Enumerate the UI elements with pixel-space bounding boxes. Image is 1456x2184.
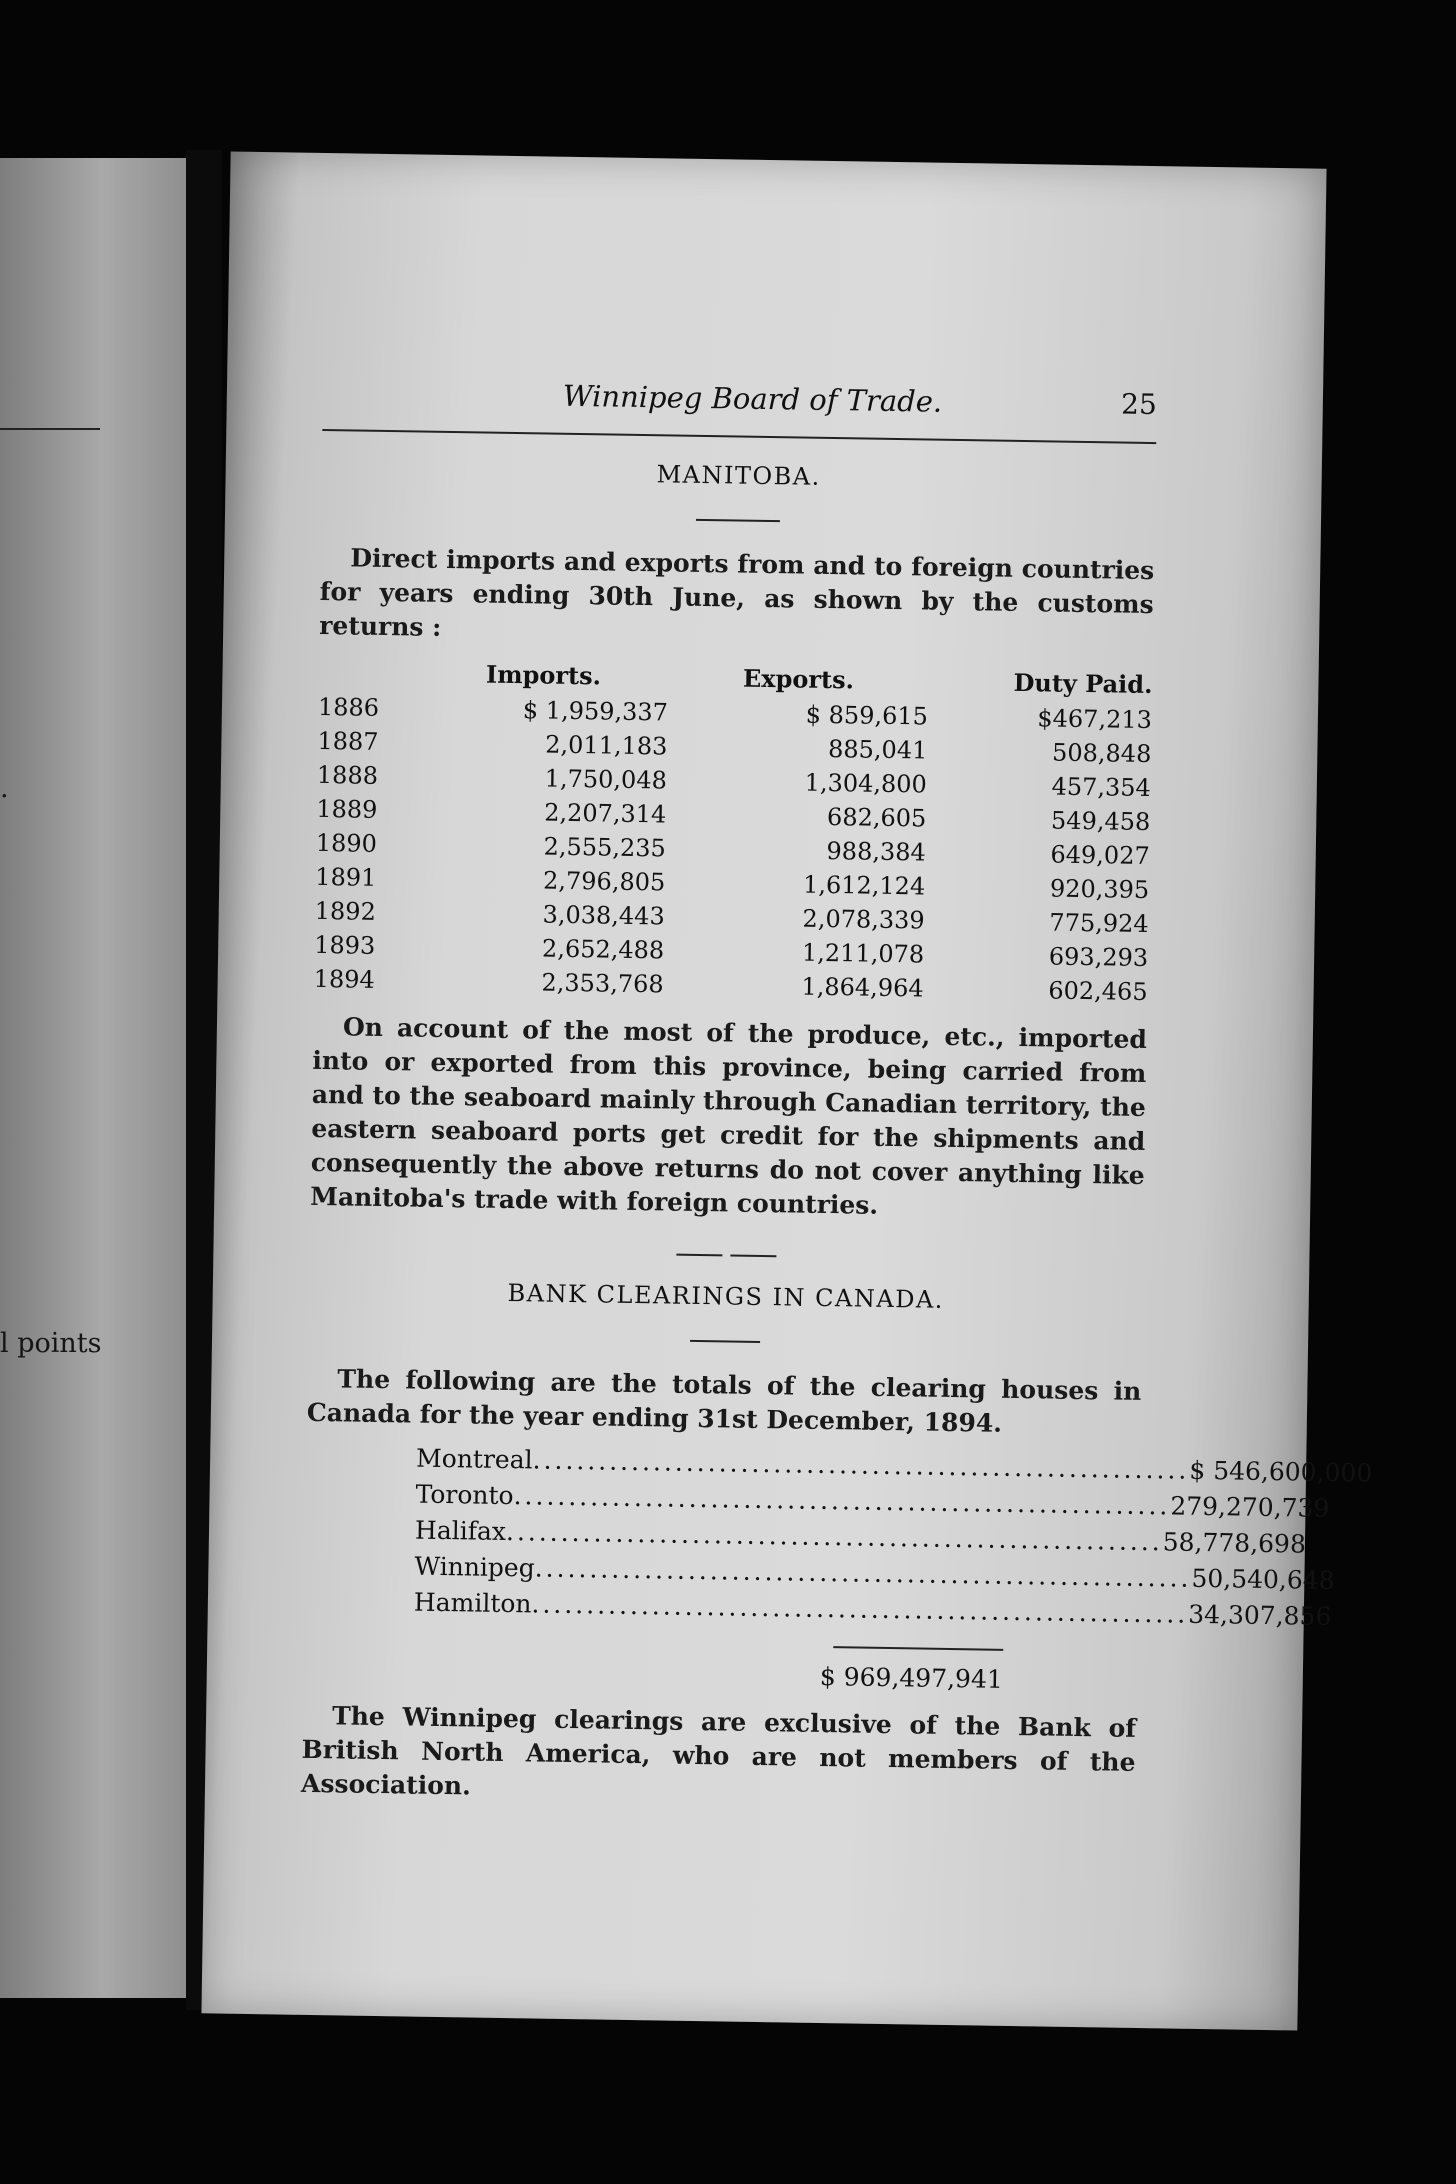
exports-cell: 682,605 (826, 802, 927, 833)
clearing-city: Hamilton (413, 1587, 532, 1619)
year-column-header (318, 651, 419, 692)
section-divider (690, 1340, 760, 1343)
exports-cell: 1,211,078 (801, 938, 925, 969)
manitoba-note: On account of the most of the produce, etc., imported into or exported from this province, being carried from and to the seaboard mainly through Canadian territory, the eastern seaboard ports get credit for the shipments and consequently the above returns do not cover anything like Manitoba's trade with foreign countries. (310, 1012, 1148, 1220)
leader-dots: ............................................................ (505, 1517, 1163, 1557)
imports-cell: 2,796,805 (542, 866, 666, 897)
imports-cell: 2,011,183 (545, 730, 668, 761)
year-cell: 1894 (313, 964, 375, 994)
imports-cell: 2,353,768 (541, 968, 664, 999)
duty-cell: 775,924 (1049, 908, 1149, 939)
duty-cell: 457,354 (1051, 772, 1152, 803)
imports-column-header: Imports. (485, 659, 602, 691)
clearing-amount: 34,307,856 (1188, 1599, 1332, 1631)
clearings-total: $ 969,497,941 (819, 1661, 1004, 1694)
imports-cell: 2,652,488 (541, 934, 665, 965)
duty-cell: 693,293 (1048, 942, 1149, 973)
year-cell: 1887 (317, 726, 379, 756)
bank-clearings-intro: The following are the totals of the clearing houses in Canada for the year ending 31st December, 1894. (306, 1364, 1142, 1438)
clearing-city: Halifax (414, 1515, 507, 1547)
clearings-list (413, 1443, 1373, 1694)
duty-cell: 508,848 (1051, 738, 1152, 769)
manitoba-title: MANITOBA. (656, 460, 821, 491)
duty-cell: $467,213 (1037, 704, 1153, 735)
duty-cell: 602,465 (1048, 976, 1148, 1007)
trade-table (313, 651, 1152, 1009)
left-page-fragment-points: l points (0, 1328, 102, 1359)
duty-cell: 649,027 (1050, 840, 1150, 871)
header-rule (322, 429, 1156, 444)
leader-dots: ............................................................ (532, 1445, 1190, 1485)
section-divider (696, 519, 780, 522)
clearing-amount: 50,540,648 (1191, 1563, 1335, 1596)
exports-cell: 2,078,339 (802, 904, 925, 935)
imports-cell: $ 1,959,337 (522, 696, 669, 727)
clearing-amount: 279,270,739 (1170, 1491, 1330, 1523)
year-cell: 1889 (316, 794, 378, 824)
total-rule (833, 1646, 1003, 1651)
exports-cell: $ 859,615 (805, 700, 929, 731)
exports-cell: 988,384 (826, 836, 926, 867)
exports-column-header: Exports. (742, 663, 855, 695)
bank-clearings-title: BANK CLEARINGS IN CANADA. (507, 1278, 945, 1314)
imports-cell: 2,207,314 (543, 798, 667, 829)
clearing-amount: 58,778,698 (1162, 1527, 1307, 1559)
year-cell: 1888 (316, 760, 379, 790)
exports-cell: 1,304,800 (804, 768, 928, 799)
imports-cell: 1,750,048 (544, 764, 668, 795)
manitoba-intro: Direct imports and exports from and to foreign countries for years ending 30th June, as shown by the customs returns : (319, 543, 1155, 642)
leader-dots: ............................................................ (531, 1589, 1189, 1629)
section-double-divider (676, 1254, 776, 1258)
exports-cell: 1,612,124 (802, 870, 926, 901)
clearing-amount: $ 546,600,000 (1189, 1455, 1373, 1488)
imports-cell: 2,555,235 (543, 832, 667, 863)
page-header (323, 375, 1158, 432)
left-page-rule (0, 428, 100, 430)
exports-cell: 1,864,964 (801, 972, 924, 1003)
book-page (201, 152, 1373, 2031)
imports-cell: 3,038,443 (542, 900, 665, 931)
leader-dots: ............................................................ (534, 1553, 1192, 1593)
duty-cell: 920,395 (1049, 874, 1150, 905)
left-page-edge (0, 158, 186, 1998)
duty-cell: 549,458 (1050, 806, 1151, 837)
year-cell: 1891 (315, 862, 377, 892)
clearing-city: Montreal (415, 1443, 533, 1475)
leader-dots: ............................................................ (513, 1481, 1171, 1521)
year-cell: 1890 (315, 828, 378, 858)
left-page-fragment-period: . (0, 773, 9, 804)
page-content (300, 375, 1373, 1814)
year-cell: 1886 (317, 692, 380, 722)
page-number: 25 (1120, 387, 1158, 422)
bank-clearings-note: The Winnipeg clearings are exclusive of the Bank of British North America, who are not members of the Association. (300, 1701, 1137, 1801)
running-title: Winnipeg Board of Trade. (562, 378, 943, 419)
exports-cell: 885,041 (827, 734, 928, 765)
year-cell: 1892 (314, 896, 377, 926)
clearing-city: Toronto (415, 1479, 514, 1511)
year-cell: 1893 (314, 930, 376, 960)
clearing-city: Winnipeg (414, 1551, 535, 1583)
duty-column-header: Duty Paid. (1013, 667, 1153, 700)
